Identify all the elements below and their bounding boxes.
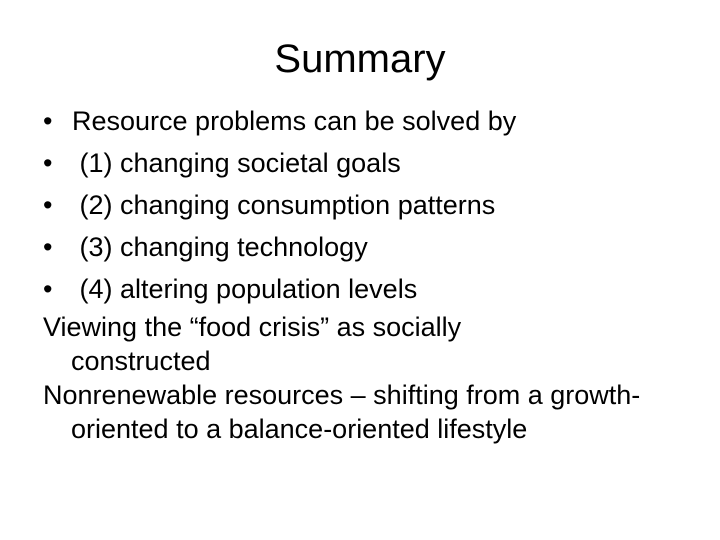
bullet-icon: • xyxy=(43,148,53,178)
bullet-item xyxy=(43,226,703,268)
bullet-text: (3) changing technology xyxy=(72,232,368,262)
bullet-item xyxy=(43,100,703,142)
bullet-item xyxy=(43,184,703,226)
bullet-text: (1) changing societal goals xyxy=(72,148,401,178)
body-paragraph-nonrenewable: Nonrenewable resources – shifting from a growth-oriented to a balance-oriented lifestyle xyxy=(43,380,641,444)
bullet-icon: • xyxy=(43,232,53,262)
slide-title: Summary xyxy=(274,37,446,81)
bullet-icon: • xyxy=(43,106,53,136)
bullet-text: (2) changing consumption patterns xyxy=(72,190,496,220)
bullet-item xyxy=(43,142,703,184)
bullet-item xyxy=(43,268,703,310)
body-paragraph-food-crisis: Viewing the “food crisis” as socially constructed xyxy=(43,312,462,376)
bullet-icon: • xyxy=(43,190,53,220)
bullet-text: Resource problems can be solved by xyxy=(72,106,517,136)
bullet-text: (4) altering population levels xyxy=(72,274,418,304)
slide-body xyxy=(43,100,703,446)
bullet-icon: • xyxy=(43,274,53,304)
